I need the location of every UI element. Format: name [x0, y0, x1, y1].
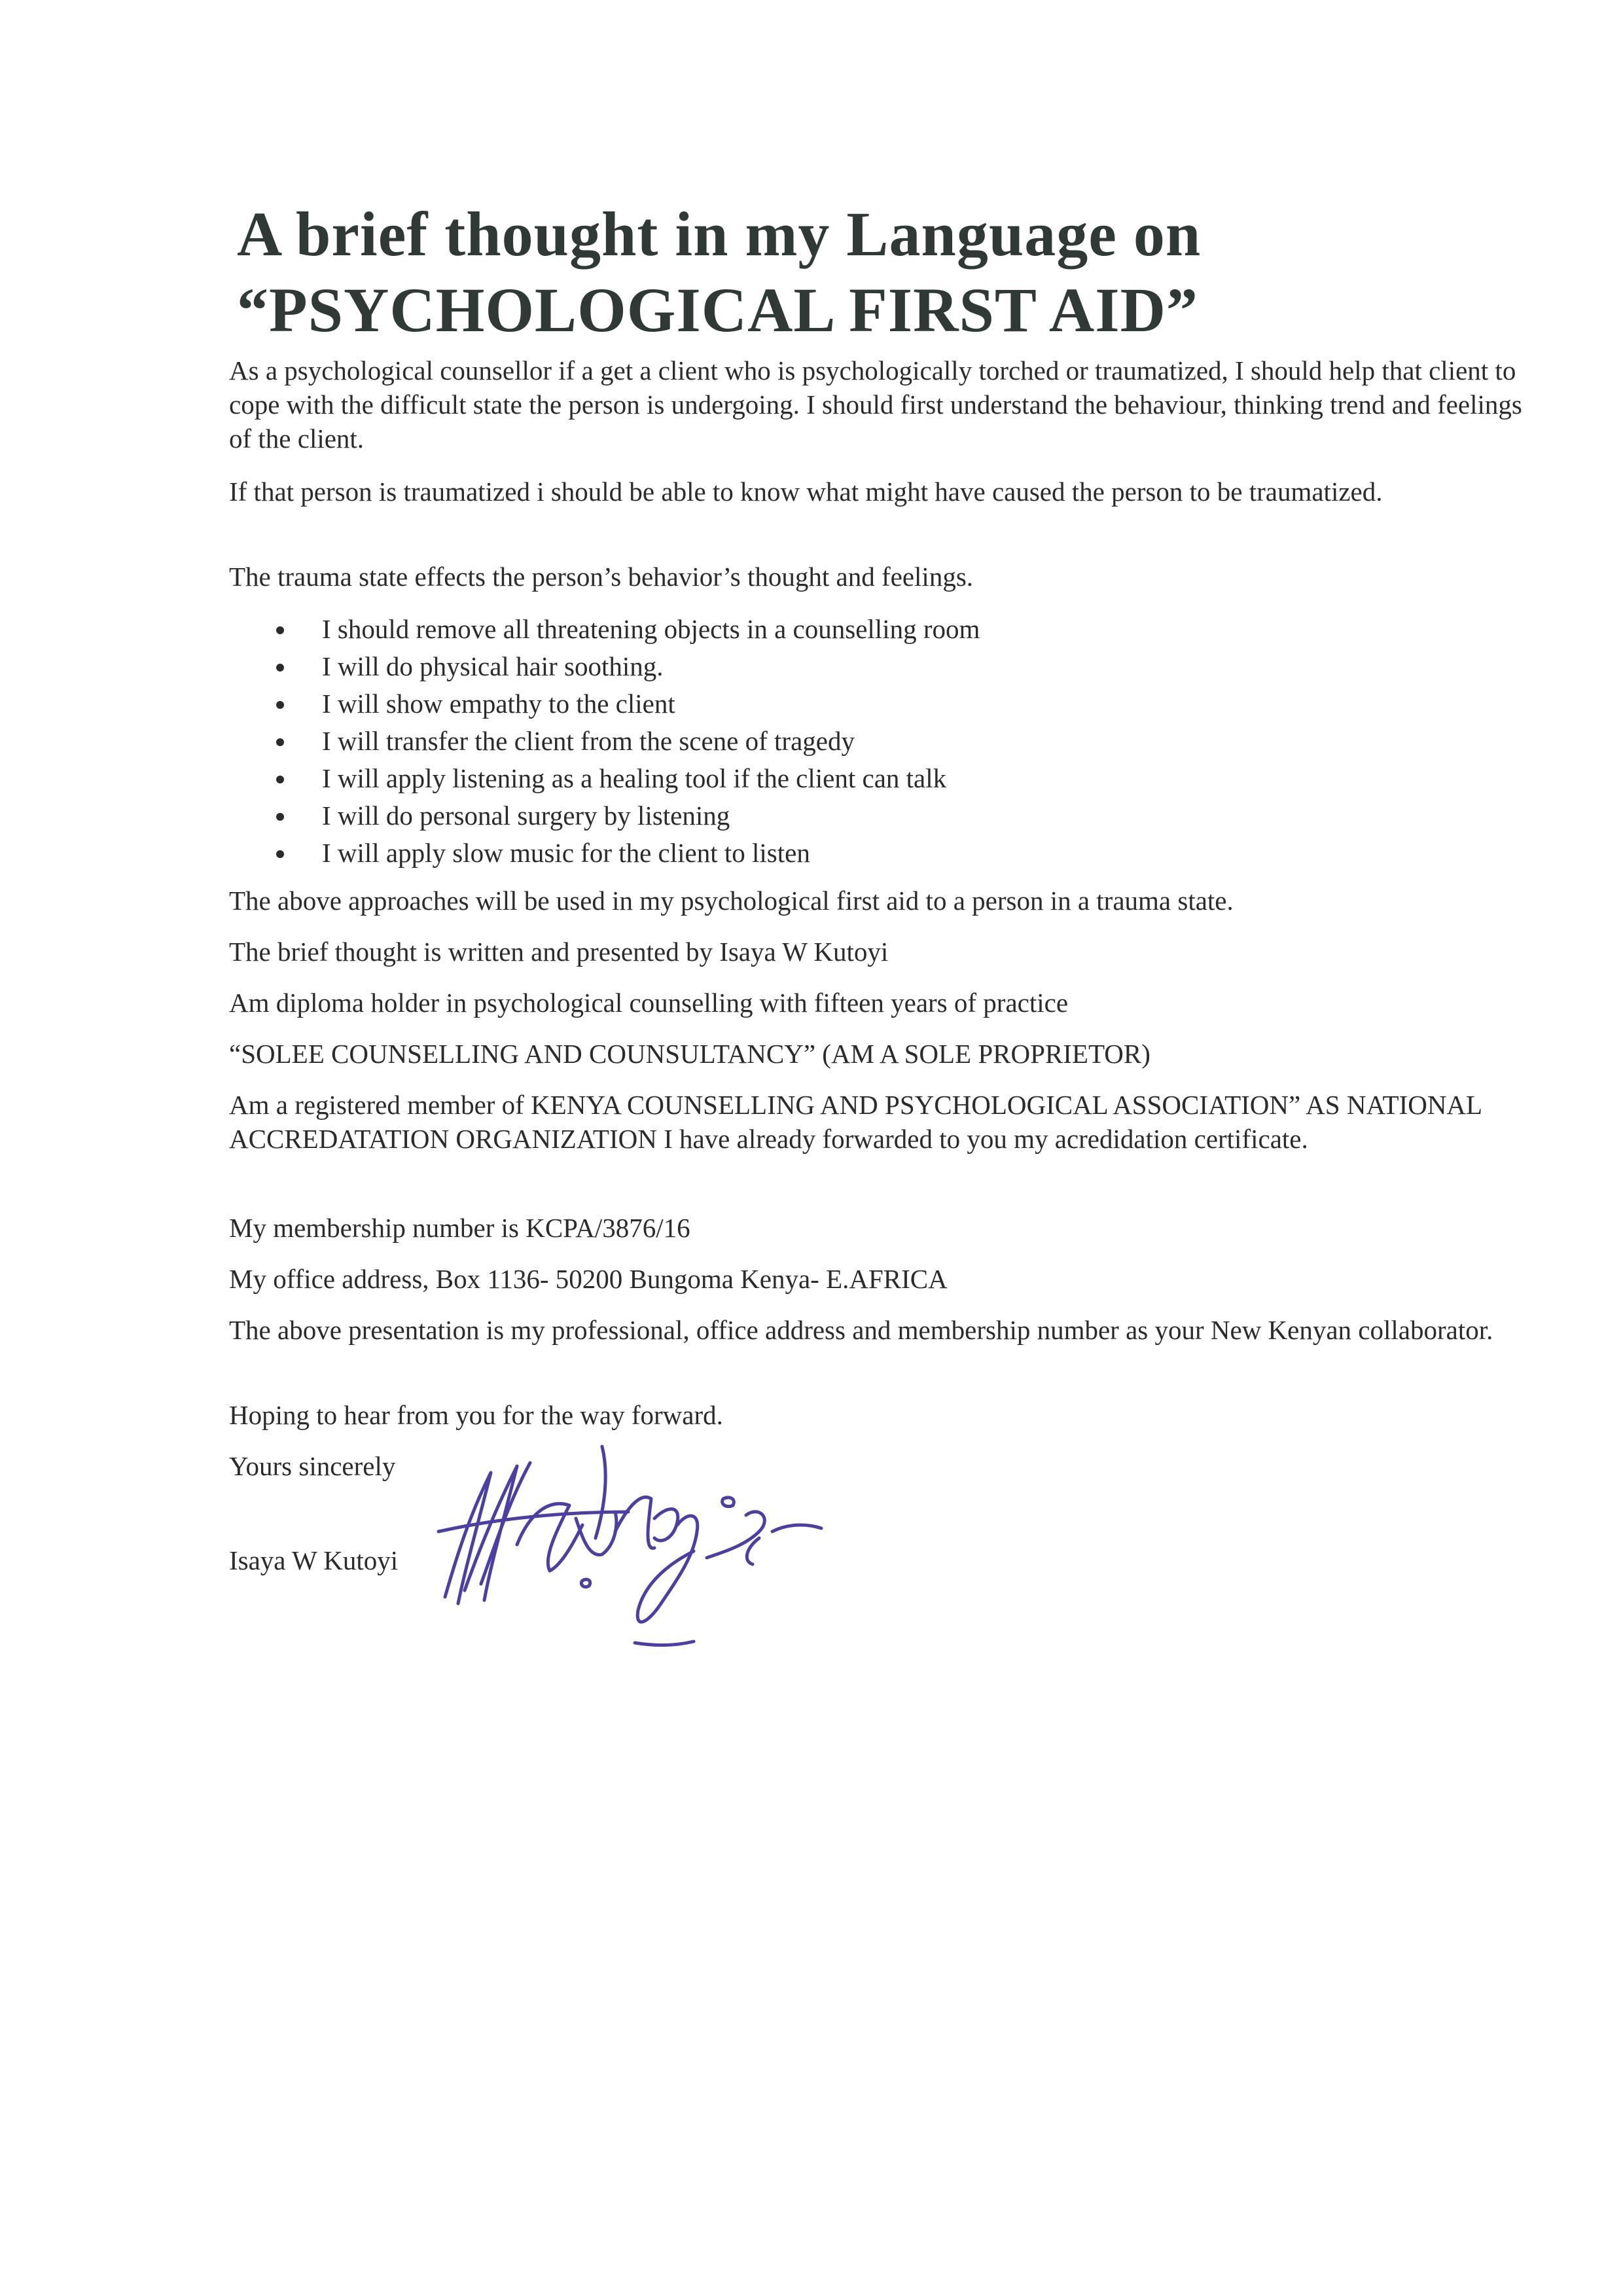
list-item: I should remove all threatening objects in a counselling room — [276, 612, 980, 649]
paragraph-diploma: Am diploma holder in psychological counselling with fifteen years of practice — [229, 988, 1069, 1018]
document-title — [237, 196, 1480, 348]
paragraph-trauma-effects: The trauma state effects the person’s behavior’s thought and feelings. — [229, 562, 974, 592]
title-line-2: “PSYCHOLOGICAL FIRST AID” — [237, 275, 1198, 345]
paragraph-intro: As a psychological counsellor if a get a client who is psychologically torched or traumatized, I should help that client to cope with the difficult state the person is undergoing. I should first understand the behaviour, thinking trend and feelings of the client. — [229, 355, 1522, 454]
list-item: I will transfer the client from the scene of tragedy — [276, 724, 980, 761]
paragraph-membership-number: My membership number is KCPA/3876/16 — [229, 1213, 690, 1243]
paragraph-author: The brief thought is written and presented by Isaya W Kutoyi — [229, 937, 889, 967]
paragraph-membership-org: Am a registered member of KENYA COUNSELLING AND PSYCHOLOGICAL ASSOCIATION” AS NATIONAL ACCREDATATION ORGANIZATION I have already forwarded to you my acredidation certificate. — [229, 1090, 1482, 1154]
paragraph-closing: Hoping to hear from you for the way forward. — [229, 1400, 723, 1430]
paragraph-office-address: My office address, Box 1136- 50200 Bungoma Kenya- E.AFRICA — [229, 1264, 948, 1294]
title-line-1: A brief thought in my Language on — [237, 199, 1202, 269]
list-item: I will apply listening as a healing tool if the client can talk — [276, 761, 980, 798]
list-item: I will do personal surgery by listening — [276, 798, 980, 836]
list-item: I will do physical hair soothing. — [276, 649, 980, 687]
list-item: I will apply slow music for the client to listen — [276, 836, 980, 873]
paragraph-approaches: The above approaches will be used in my psychological first aid to a person in a trauma state. — [229, 886, 1234, 916]
signatory-name: Isaya W Kutoyi — [229, 1545, 399, 1575]
closing-salutation: Yours sincerely — [229, 1451, 396, 1481]
approach-list — [276, 612, 980, 873]
paragraph-collaborator: The above presentation is my professional, office address and membership number as your New Kenyan collaborator. — [229, 1315, 1493, 1345]
list-item: I will show empathy to the client — [276, 687, 980, 724]
handwritten-signature — [419, 1433, 825, 1656]
paragraph-trauma-cause: If that person is traumatized i should be able to know what might have caused the person to be traumatized. — [229, 476, 1383, 507]
paragraph-practice-name: “SOLEE COUNSELLING AND COUNSULTANCY” (AM A SOLE PROPRIETOR) — [229, 1039, 1150, 1069]
